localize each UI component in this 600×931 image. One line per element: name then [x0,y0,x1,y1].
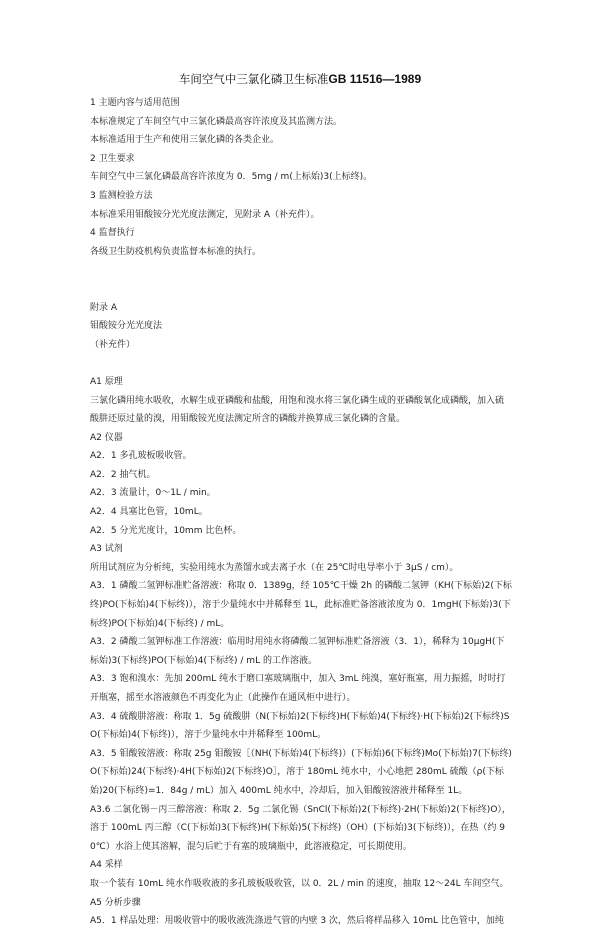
section-2-heading: 2 卫生要求 [90,153,135,164]
list-item: A2．1 多孔玻板吸收管。 [90,451,192,462]
section-3-heading: 3 监测检验方法 [90,190,153,201]
standard-code: GB 11516—1989 [328,72,422,86]
paragraph: 车间空气中三氯化磷最高容许浓度为 0．5mg / m(上标始)3(上标终)。 [90,172,373,183]
paragraph: 各级卫生防疫机构负责监督本标准的执行。 [90,246,262,257]
document-title [0,71,600,87]
section-4-heading: 4 监督执行 [90,228,135,239]
appendix-heading: 附录 A [90,302,118,313]
paragraph: A3．2 磷酸二氢钾标准工作溶液：临用时用纯水将磷酸二氢钾标准贮备溶液（3．1），稀释为 10μgH(下标始)3(下标终)PO(下标始)4(下标终) / mL 的工作溶液。 [90,637,505,666]
paragraph: A3．5 钼酸铵溶液：称取 25g 钼酸铵［（NH(下标始)4(下标终)）(下标始)6(下标终)Mo(下标始)7(下标终)O(下标始)24(下标终)·4H(下标始)2(下标终)O］，溶于 180mL 纯水中，小心地把 280mL 硫酸（ρ(下标始)20(下标终)=1．84g / mL）加入 400mL 纯水中，冷却后，加入钼酸铵溶液并稀释至 1L。 [90,748,512,796]
paragraph: A3.6 二氯化锡－丙三醇溶液：称取 2．5g 二氯化锡（SnCl(下标始)2(下标终)·2H(下标始)2(下标终)O），溶于 100mL 丙三醇（C(下标始)3(下标终)H(下标始)5(下标终)（OH）(下标始)3(下标终)），在热（约 90℃）水浴上使其溶解，混匀后贮于有塞的玻璃瓶中，此溶液稳定，可长期使用。 [90,804,511,852]
paragraph: A3．3 饱和溴水：先加 200mL 纯水于磨口塞玻璃瓶中，加入 3mL 纯溴，塞好瓶塞，用力振摇，时时打开瓶塞，摇至水溶液颜色不再变化为止（此操作在通风柜中进行）。 [90,674,506,703]
list-item: A2．2 抽气机。 [90,469,156,480]
a1-heading: A1 原理 [90,376,123,387]
list-item: A2．3 流量计，0～1L / min。 [90,488,216,499]
paragraph: 本标准采用钼酸铵分光光度法测定，见附录 A（补充件）。 [90,209,320,220]
paragraph: 本标准适用于生产和使用三氯化磷的各类企业。 [90,135,280,146]
a2-heading: A2 仪器 [90,432,123,443]
section-1-heading: 1 主题内容与适用范围 [90,98,180,108]
list-item: A2．5 分光光度计，10mm 比色杯。 [90,525,242,536]
a4-heading: A4 采样 [90,860,123,871]
paragraph: 所用试剂应为分析纯，实验用纯水为蒸馏水或去离子水（在 25℃时电导率小于 3μS / cm）。 [90,562,459,573]
paragraph: 本标准规定了车间空气中三氯化磷最高容许浓度及其监测方法。 [90,116,343,127]
document-body [90,94,512,931]
paragraph: 三氯化磷用纯水吸收，水解生成亚磷酸和盐酸，用饱和溴水将三氯化磷生成的亚磷酸氧化成磷酸，加入硫酸肼还原过量的溴，用钼酸铵光度法测定所含的磷酸并换算成三氯化磷的含量。 [90,395,505,425]
title-text: 车间空气中三氯化磷卫生标准 [178,72,329,86]
a3-heading: A3 试剂 [90,544,123,555]
appendix-title: 钼酸铵分光光度法 [90,321,163,332]
appendix-note: （补充件） [90,339,136,350]
paragraph: A5．1 样品处理：用吸收管中的吸收液洗涤进气管的内壁 3 次，然后将样品移入 10mL 比色管中，加纯 [90,916,504,927]
spacer [90,261,512,280]
paragraph: 取一个装有 10mL 纯水作吸收液的多孔玻板吸收管，以 0．2L / min 的速度，抽取 12～24L 车间空气。 [90,878,509,889]
a5-heading: A5 分析步骤 [90,897,141,908]
paragraph: A3．1 磷酸二氢钾标准贮备溶液：称取 0．1389g，经 105℃干燥 2h 的磷酸二氢钾（KH(下标始)2(下标终)PO(下标始)4(下标终)），溶于少量纯水中并稀释至 1L，此标准贮备溶液浓度为 0．1mgH(下标始)3(下标终)PO(下标始)4(下标终) / mL。 [90,581,512,629]
spacer [90,354,512,373]
spacer [90,280,512,299]
paragraph: A3．4 硫酸肼溶液：称取 1．5g 硫酸肼（N(下标始)2(下标终)H(下标始)4(下标终)·H(下标始)2(下标终)SO(下标始)4(下标终)），溶于少量纯水中并稀释至 100mL。 [90,711,510,741]
list-item: A2．4 具塞比色管，10mL。 [90,507,208,518]
